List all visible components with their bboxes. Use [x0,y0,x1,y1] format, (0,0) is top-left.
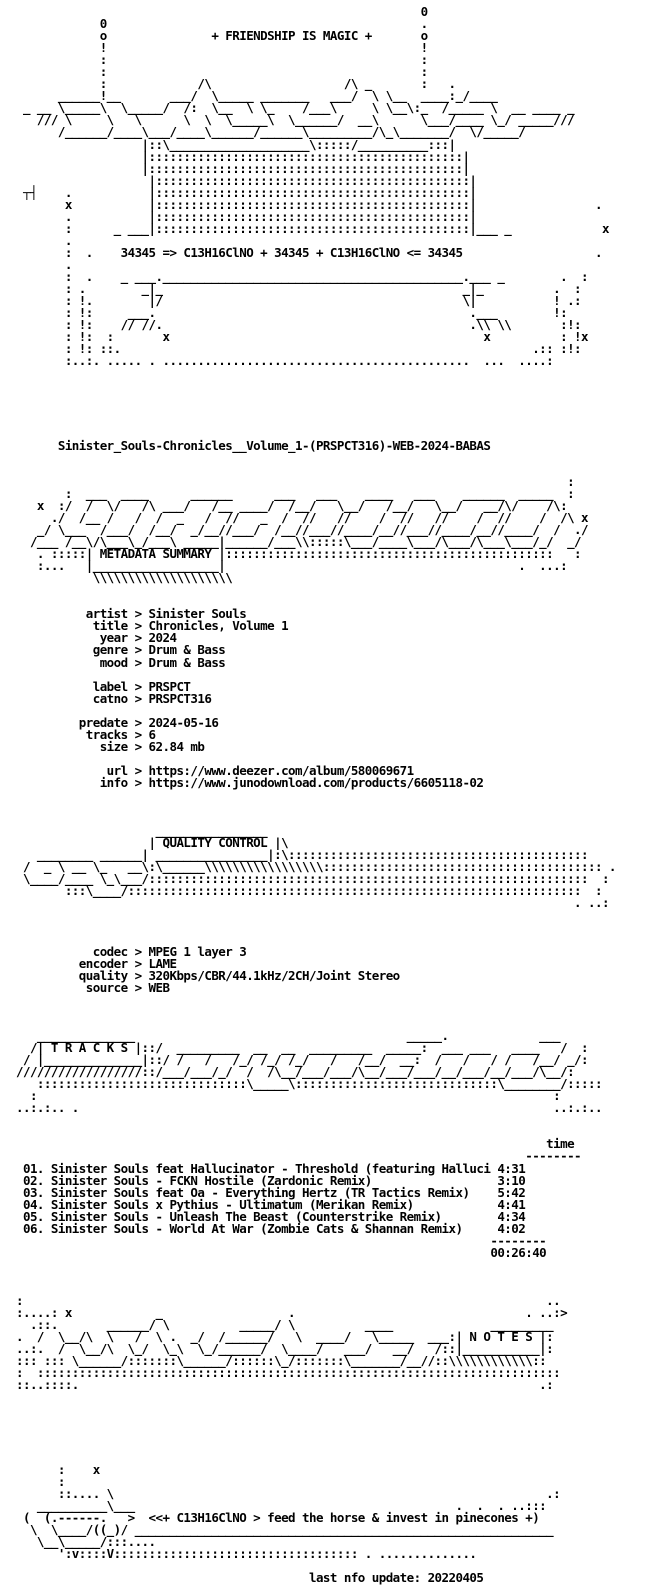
nfo-line: //////////////////::/___/___/_/ / /\__/___/___/\__/___/___/__/___/__/___/\__/: [16,1064,575,1080]
nfo-line: : : [16,1088,561,1104]
nfo-line: |:::::::::::::::::::::::::::::::::::::::::::::| [16,172,477,188]
nfo-line: : !: : x x : !x [16,329,589,345]
nfo-line: ..:. / \__/\ \_/ \_\ \_/______/ \____/ ___/ __/ /::|___________|: [16,1341,554,1357]
nfo-line: :::\____/::::::::::::::::::::::::::::::::::::::::::::::::::::::::::::::::: : [16,883,602,899]
nfo-line: last nfo update: 20220405 [16,1570,484,1585]
nfo-line: : !: ___. .___ !: [16,305,568,321]
nfo-line: ________ ______| ________________|:\::::::::::::::::::::::::::::::::::::::::::: [16,847,589,863]
nfo-line: ______________ _____. ___ [16,1027,561,1043]
nfo-line: / |______________|::/ / / /_/ /_/ /_/ / /__/ __: / / / / /__/ _/: [16,1052,589,1068]
nfo-line: /___ /__\/\___\_/___\ _____|______/___\\:::::\___/____\___/\___/\___\___/_/ _/ [16,534,582,550]
nfo-line [16,1114,616,1126]
nfo-line: mood > Drum & Bass [16,654,226,670]
nfo-line [16,1271,616,1283]
nfo-line: 02. Sinister Souls - FCKN Hostile (Zardonic Remix) 3:10 [16,1172,526,1188]
nfo-line: : . 34345 => C13H16ClNO + 34345 + C13H16ClNO <= 34345 . [16,244,602,260]
nfo-line: genre > Drum & Bass [16,642,226,658]
nfo-line: | QUALITY CONTROL |\ [16,835,289,851]
nfo-line [16,801,616,813]
nfo-line: : ::::::::::::::::::::::::::::::::::::::::::::::::::::::::::::::::::::::::::: [16,1365,561,1381]
nfo-line [16,1259,616,1271]
nfo-line: \\\\\\\\\\\\\\\\\\\\ [16,570,233,586]
nfo-line: -------- [16,1148,582,1164]
nfo-line [16,1452,616,1464]
nfo-line: Sinister_Souls-Chronicles__Volume_1-(PRSPCT316)-WEB-2024-BABAS [16,437,491,453]
nfo-line: :... |__________________| . ...: [16,558,568,574]
nfo-line [16,1440,616,1452]
nfo-line: / _ \ __ \_ __\:\______\\\\\\\\\\\\\\\\\:::::::::::::::::::::::::::::::::::::::: . [16,859,616,875]
nfo-line: .::. ______/ \ _____/ \ ____ _________ [16,1317,554,1333]
nfo-line [16,922,616,934]
nfo-line: . / \__/\ \ / \ . _/ /______/ \ ____/ \_____ ___:| N O T E S |: [16,1329,554,1345]
nfo-line: |:::::::::::::::::::::::::::::::::::::::::::::| [16,148,470,164]
nfo-line: _/ \___ /___/ /__/ _/__//___/ /__//___//____/__//___//____/__//____/ / ./ [16,522,589,538]
nfo-line: tracks > 6 [16,726,156,742]
nfo-line: ::.... \ .: [16,1485,561,1501]
nfo-line [16,1391,616,1403]
nfo-line: . ..: [16,895,609,911]
nfo-line: ./ /__ / / / _ / // _ / // // / // // / // / /\ x [16,509,589,525]
nfo-line: 0 . [16,16,428,32]
nfo-line: -------- [16,1232,547,1248]
nfo-line: |::\____________________\:::::/__________:::| [16,136,456,152]
nfo-line: ::: ::: \______/:::::::\______/::::::\_/:::::::\_______/__//::\\\\\\\\\\\\:: [16,1353,547,1369]
nfo-line [16,404,616,416]
nfo-line: : x [16,1461,100,1477]
nfo-line: \____/____ \_\___/::::::::::::::::::::::::::::::::::::::::::::::::::::::::::::::: : [16,871,609,887]
nfo-line: : !. |/ \| ! .: [16,293,582,309]
nfo-line: time [16,1136,575,1152]
nfo-line: ! ! [16,40,428,56]
nfo-line: . :::::| METADATA SUMMARY |::::::::::::::::::::::::::::::::::::::::::::::: : [16,546,582,562]
nfo-line: ________________ [16,823,268,839]
nfo-line: \ \____/((_)/ ____________________________________________________________ [16,1521,554,1537]
nfo-line: _ __ \_____\ \_____/ /: \__ \ \_ /___\ \ \__\:_ /_____ \ __ ____ _ [16,100,575,116]
nfo-line: ( (.------. > <<+ C13H16ClNO > feed the horse & invest in pinecones +) [16,1509,540,1525]
nfo-line: : [16,473,575,489]
nfo-line: 00:26:40 [16,1244,547,1260]
nfo-line: : !: ::. .:: :!: [16,341,582,357]
nfo-line [16,379,616,391]
nfo-line [16,910,616,922]
nfo-line [16,452,616,464]
nfo-line: x :/ / \/ /\ ___/ /__ ____/ /__/ \__/ /__/ \__/ __/\/ /\: [16,497,568,513]
nfo-line [16,1415,616,1427]
nfo-line: 0 [16,4,428,19]
nfo-line [16,584,616,596]
nfo-line: ..:.:.. . ..:.:.. [16,1100,602,1116]
nfo-document [16,6,616,1584]
nfo-line: :..:. ..... . ............................................ ... ....: [16,353,554,369]
nfo-line: \__\_____/:::.... [16,1533,156,1549]
nfo-line: : : [16,64,428,80]
nfo-line [16,392,616,404]
nfo-line: size > 62.84 mb [16,738,205,754]
nfo-line: 06. Sinister Souls - World At War (Zombie Cats & Shannan Remix) 4:02 [16,1220,526,1236]
nfo-line: : !: // //. .\\ \\ :!: [16,317,582,333]
nfo-line [16,789,616,801]
nfo-line: title > Chronicles, Volume 1 [16,618,289,634]
nfo-line: encoder > LAME [16,955,177,971]
nfo-line [16,1560,616,1572]
nfo-line [16,1428,616,1440]
nfo-line: info > https://www.junodownload.com/products/6605118-02 [16,775,484,790]
nfo-line: /// \ \ \ \ \ \_____\ \______/ __\ \___/____ \_/ _____/// [16,112,575,128]
nfo-line: catno > PRSPCT316 [16,690,212,706]
nfo-line: : /\ /\ _ : . [16,76,456,92]
nfo-line [16,994,616,1006]
nfo-line: url > https://www.deezer.com/album/580069671 [16,762,414,778]
nfo-line: codec > MPEG 1 layer 3 [16,943,247,959]
nfo-line: . |:::::::::::::::::::::::::::::::::::::::::::::| [16,208,477,224]
nfo-line: ':v::::V::::::::::::::::::::::::::::::::::: . .............. [16,1546,477,1561]
nfo-line: . [16,256,72,272]
nfo-line [16,416,616,428]
nfo-line [16,367,616,379]
nfo-line: : : [16,52,428,68]
nfo-line: 05. Sinister Souls - Unleash The Beast (Counterstrike Remix) 4:34 [16,1208,526,1224]
nfo-line: artist > Sinister Souls [16,606,247,622]
nfo-line: label > PRSPCT [16,678,191,694]
nfo-line: : _ ___|:::::::::::::::::::::::::::::::::::::::::::::|___ _ x [16,220,609,236]
nfo-line: ┬┤ . |:::::::::::::::::::::::::::::::::::::::::::::| [16,184,477,200]
nfo-line [16,1403,616,1415]
nfo-line: /| T R A C K S |::/ _________ __ __ _________ _____: ___ ___ ____ / : [16,1040,589,1056]
nfo-line: __________\___ . . . ..::: [16,1497,547,1513]
nfo-line: predate > 2024-05-16 [16,714,219,730]
nfo-line: year > 2024 [16,630,177,646]
nfo-line: ::..::::. .: [16,1377,554,1393]
nfo-line: : ___ ____ ______ ___ ___ ____ ___ ______ _____ : [16,485,575,501]
nfo-line: : [16,1473,65,1489]
nfo-line: : . _ ___.___________________________________________.___ _ . : [16,269,589,285]
nfo-line: : .. [16,1293,561,1309]
nfo-line: |:::::::::::::::::::::::::::::::::::::::::::::| [16,160,470,176]
nfo-line [16,1006,616,1018]
nfo-line: :....: x _ . . ..:> [16,1305,568,1321]
nfo-line: 04. Sinister Souls x Pythius - Ultimatum (Merikan Remix) 4:41 [16,1196,526,1212]
nfo-line: source > WEB [16,979,170,995]
nfo-line: /______/____\___/____\______/______\_________/\_\_______/ \/_____/ [16,124,526,140]
nfo-line: o + FRIENDSHIP IS MAGIC + o [16,28,428,44]
nfo-line: ______!__ ___/ \_____ _______ ___/ \ \__ ____:_/____ [16,88,498,104]
nfo-line: ::::::::::::::::::::::::::::::\_____\:::::::::::::::::::::::::::::\________/::::: [16,1076,602,1092]
nfo-line: . [16,232,72,248]
nfo-line: x |:::::::::::::::::::::::::::::::::::::::::::::| . [16,196,602,212]
nfo-line: 01. Sinister Souls feat Hallucinator - Threshold (featuring Halluci 4:31 [16,1160,526,1176]
nfo-line: 03. Sinister Souls feat Oa - Everything Hertz (TR Tactics Remix) 5:42 [16,1184,526,1200]
nfo-line: : . _|_ _|_ . : [16,281,582,297]
nfo-line: quality > 320Kbps/CBR/44.1kHz/2CH/Joint Stereo [16,967,400,983]
